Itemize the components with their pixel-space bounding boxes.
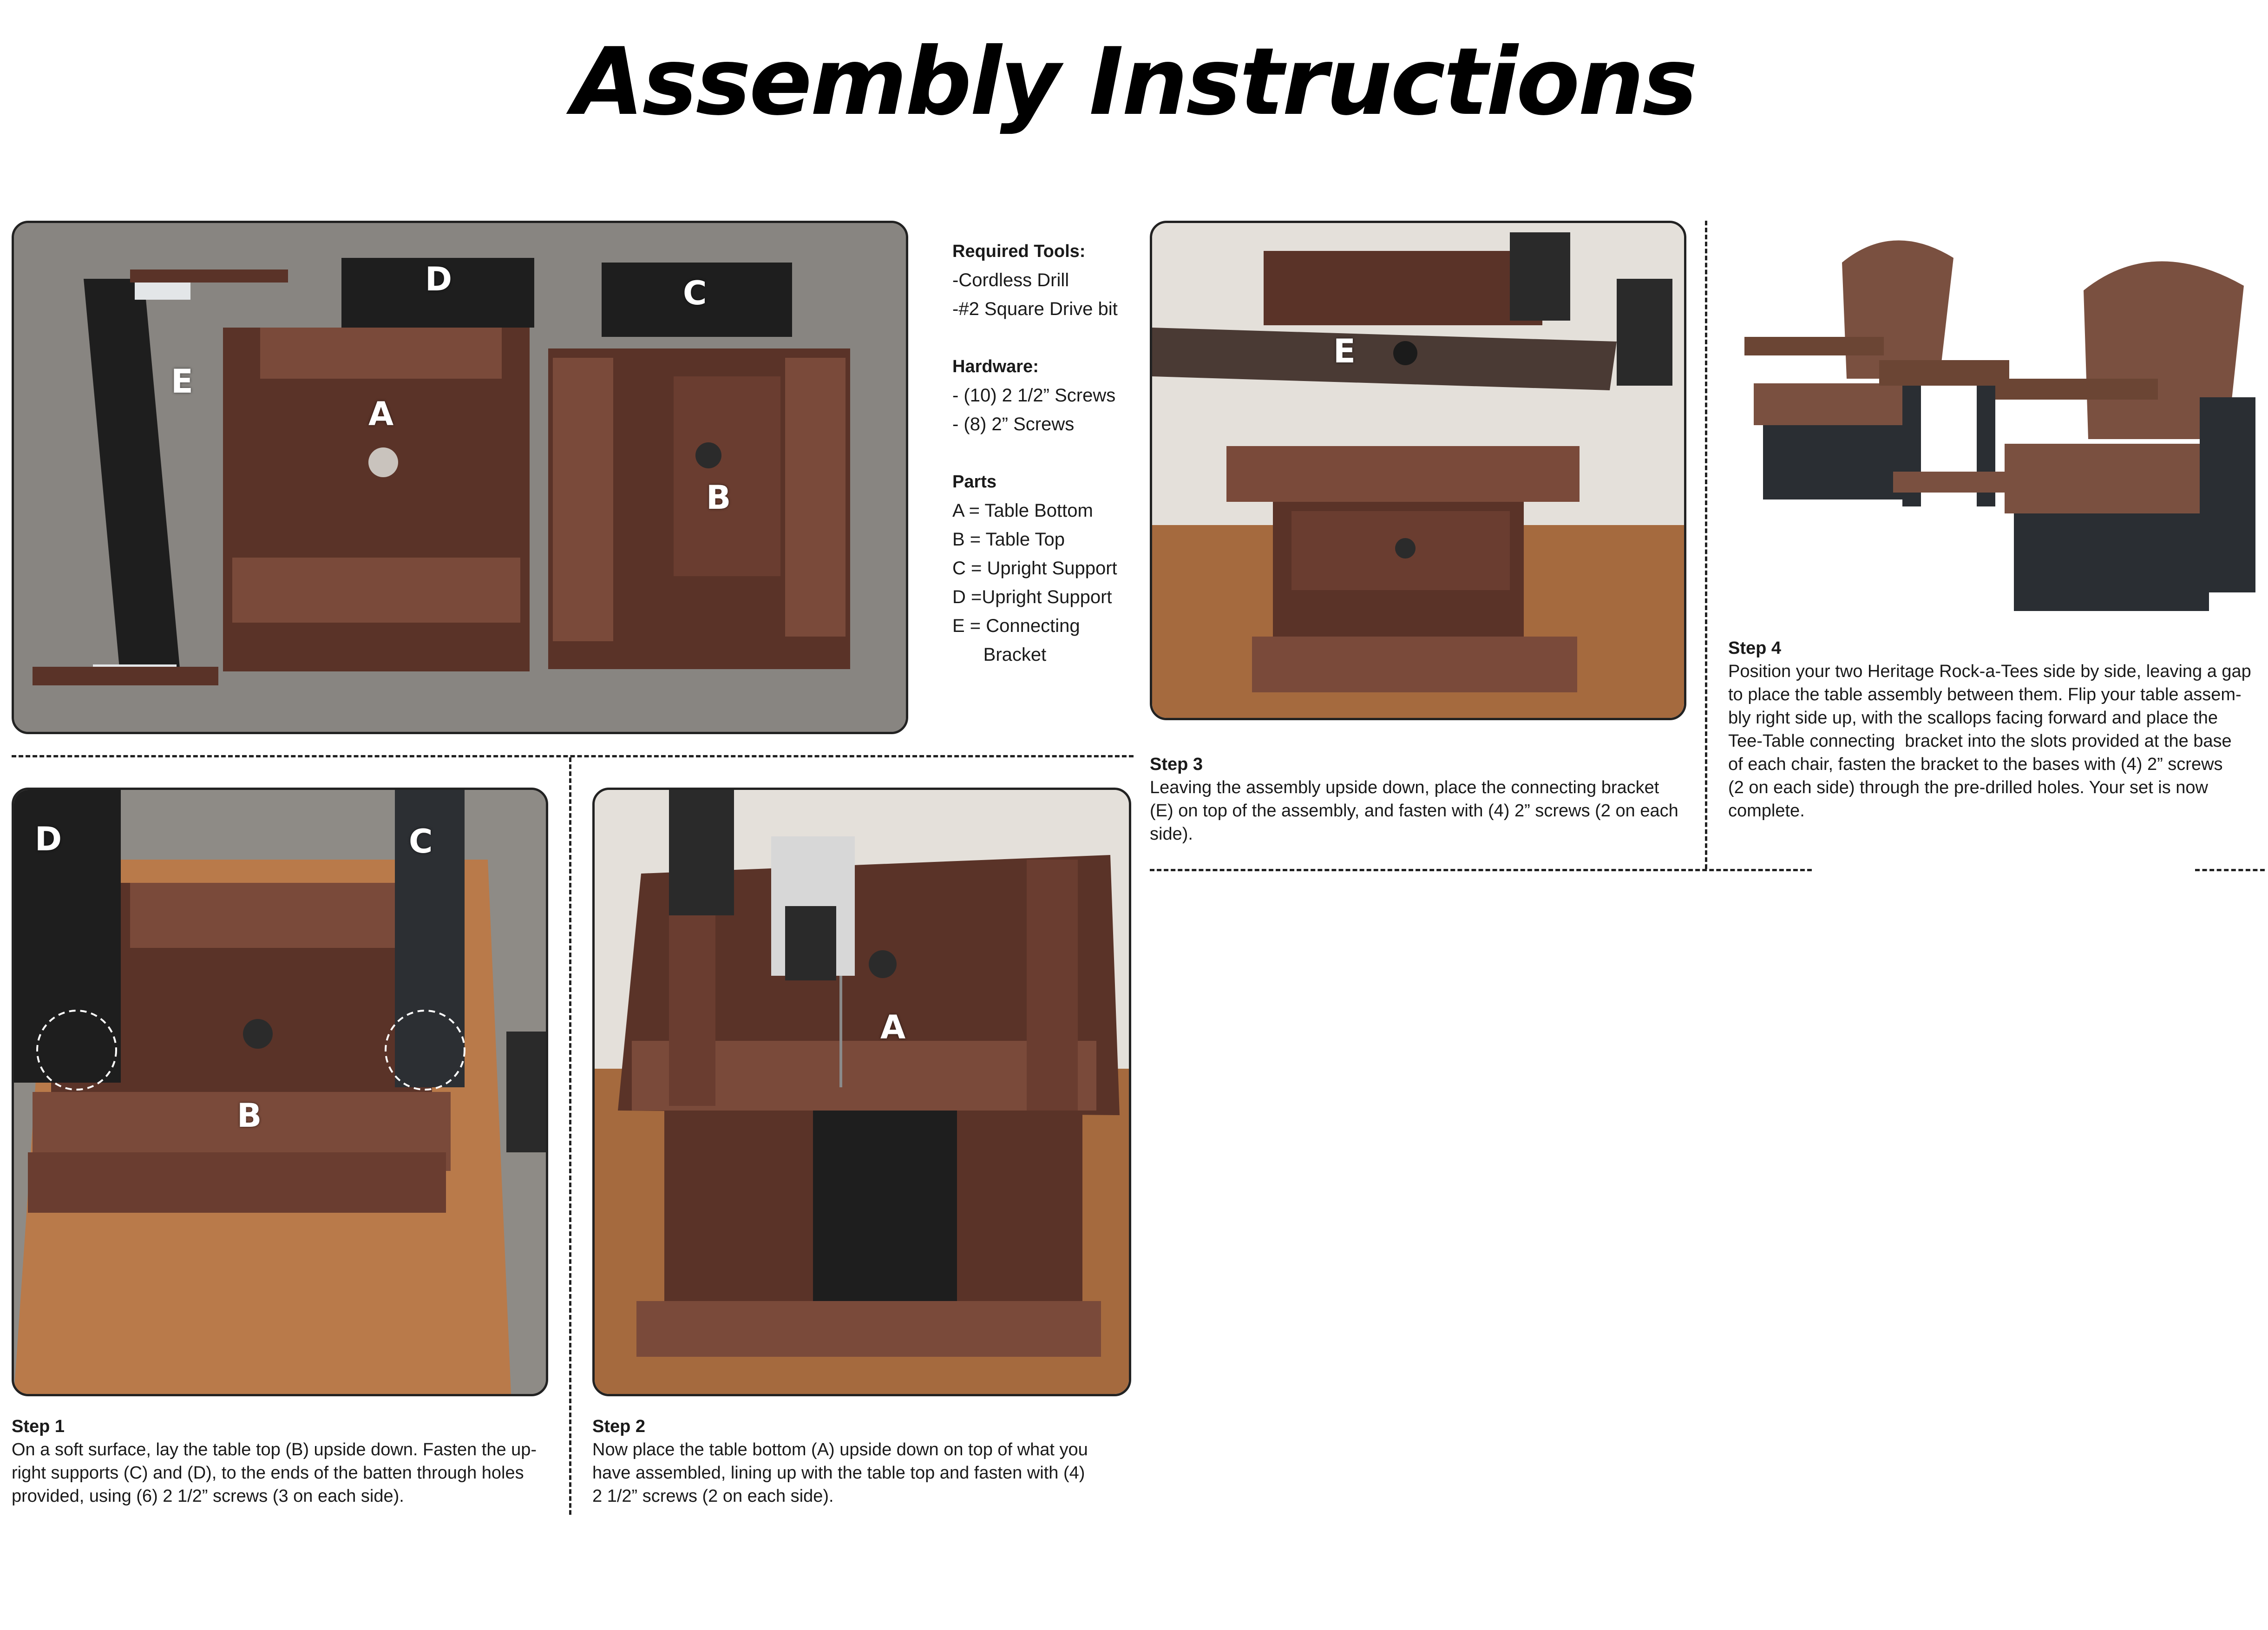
part-item: C = Upright Support: [952, 558, 1117, 578]
tools-hardware-parts: [952, 237, 1166, 669]
step4-text: [1728, 637, 2267, 822]
label-c: C: [409, 822, 433, 861]
divider-vertical-left: [569, 757, 571, 1515]
parts-heading: Parts: [952, 472, 997, 492]
label-a: A: [880, 1008, 906, 1046]
hardware-item: - (10) 2 1/2” Screws: [952, 385, 1116, 406]
label-b: B: [237, 1097, 262, 1135]
divider-horizontal-right: [1150, 869, 1812, 871]
label-a: A: [368, 395, 394, 433]
chairs-illustration: [1735, 221, 2262, 634]
step1-photo: [12, 788, 548, 1396]
step2-line: have assembled, lining up with the table top and fasten with (4): [592, 1463, 1085, 1483]
label-d: D: [35, 820, 62, 858]
step4-line: Tee-Table connecting bracket into the slots provided at the base: [1728, 731, 2232, 751]
part-item: D =Upright Support: [952, 587, 1112, 607]
step3-photo: [1150, 221, 1686, 720]
step2-photo: [592, 788, 1131, 1396]
label-e: E: [171, 362, 193, 401]
step2-line: Now place the table bottom (A) upside down on top of what you: [592, 1440, 1088, 1459]
part-item: E = Connecting: [952, 616, 1080, 636]
step4-line: of each chair, fasten the bracket to the bases with (4) 2” screws: [1728, 755, 2223, 774]
part-item: Bracket: [952, 644, 1047, 665]
divider-horizontal-left: [12, 755, 1134, 757]
step2-line: 2 1/2” screws (2 on each side).: [592, 1486, 834, 1506]
step4-line: to place the table assembly between them. Flip your table assem-: [1728, 685, 2242, 704]
parts-illustration: [14, 223, 906, 732]
step2-heading: Step 2: [592, 1417, 646, 1436]
part-item: A = Table Bottom: [952, 500, 1093, 521]
label-c: C: [683, 274, 707, 312]
label-d: D: [425, 260, 452, 298]
step3-line: (E) on top of the assembly, and fasten with (4) 2” screws (2 on each: [1150, 801, 1678, 821]
step1-line: On a soft surface, lay the table top (B) upside down. Fasten the up-: [12, 1440, 537, 1459]
step1-line: provided, using (6) 2 1/2” screws (3 on each side).: [12, 1486, 404, 1506]
step2-text: [592, 1415, 1141, 1508]
parts-overview-photo: [12, 221, 908, 734]
step4-line: bly right side up, with the scallops facing forward and place the: [1728, 708, 2218, 728]
step1-line: right supports (C) and (D), to the ends of the batten through holes: [12, 1463, 524, 1483]
page-title: Assembly Instructions: [572, 28, 1696, 136]
step1-illustration: [14, 790, 546, 1394]
part-item: B = Table Top: [952, 529, 1065, 550]
tool-item: -Cordless Drill: [952, 270, 1069, 290]
label-e: E: [1333, 332, 1356, 370]
step4-photo: [1735, 221, 2262, 634]
step4-line: Position your two Heritage Rock-a-Tees side by side, leaving a gap: [1728, 662, 2251, 681]
tool-item: -#2 Square Drive bit: [952, 299, 1118, 319]
step3-line: Leaving the assembly upside down, place the connecting bracket: [1150, 778, 1659, 797]
step4-line: complete.: [1728, 801, 1805, 821]
step3-heading: Step 3: [1150, 755, 1203, 774]
tools-heading: Required Tools:: [952, 242, 1086, 261]
label-b: B: [706, 479, 731, 517]
step4-heading: Step 4: [1728, 638, 1782, 658]
step4-line: (2 on each side) through the pre-drilled holes. Your set is now: [1728, 778, 2208, 797]
step1-heading: Step 1: [12, 1417, 65, 1436]
step1-text: [12, 1415, 560, 1508]
divider-horizontal-far-right: [2195, 869, 2265, 871]
step3-illustration: [1152, 223, 1684, 718]
step3-text: [1150, 753, 1698, 846]
step3-line: side).: [1150, 824, 1193, 844]
hardware-item: - (8) 2” Screws: [952, 414, 1075, 434]
step2-illustration: [595, 790, 1129, 1394]
divider-vertical-right: [1705, 221, 1707, 869]
hardware-heading: Hardware:: [952, 357, 1039, 376]
